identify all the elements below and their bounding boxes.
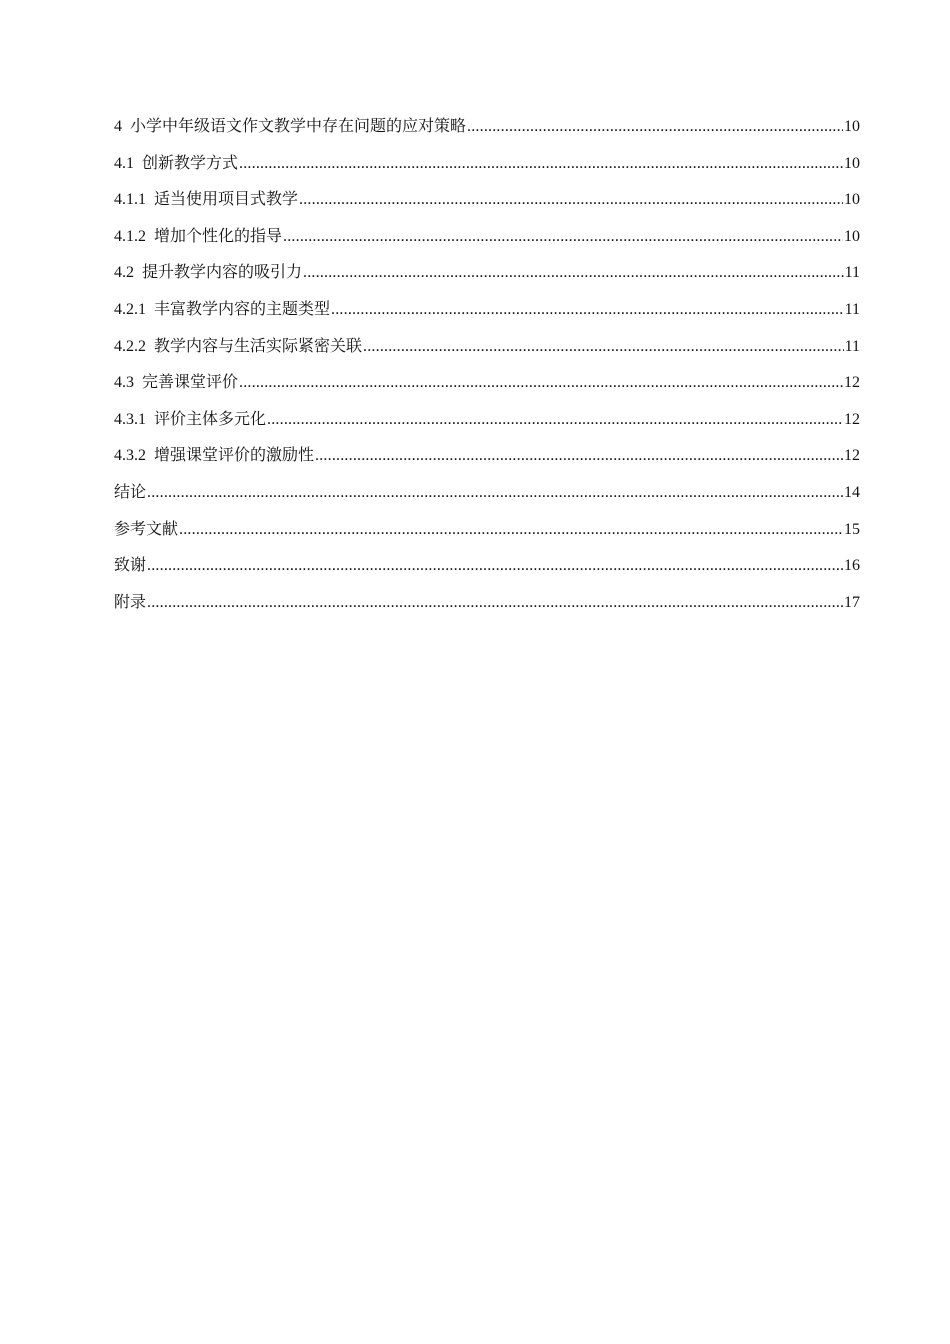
- toc-entry-title: 结论: [114, 481, 147, 501]
- toc-entry-number: 4: [114, 118, 130, 135]
- toc-entry-title: 参考文献: [114, 518, 179, 538]
- toc-entry-page: 10: [844, 191, 860, 209]
- toc-entry[interactable]: [114, 258, 860, 295]
- toc-leader-dots: [467, 113, 843, 141]
- toc-leader-dots: [179, 516, 843, 544]
- toc-entry-page: 15: [844, 520, 860, 538]
- toc-entry-title: 小学中年级语文作文教学中存在问题的应对策略: [130, 116, 467, 135]
- toc-leader-dots: [315, 442, 843, 470]
- toc-leader-dots: [363, 333, 844, 361]
- toc-leader-dots: [147, 479, 843, 507]
- toc-entry-number: 4.1: [114, 154, 142, 172]
- toc-entry-number: 4.3.2: [114, 447, 154, 465]
- toc-entry[interactable]: [114, 222, 860, 259]
- toc-leader-dots: [303, 259, 844, 287]
- toc-leader-dots: [239, 150, 843, 178]
- toc-leader-dots: [299, 186, 843, 214]
- toc-entry[interactable]: [114, 332, 860, 369]
- toc-leader-dots: [239, 369, 843, 397]
- toc-entry[interactable]: [114, 368, 860, 405]
- toc-entry[interactable]: [114, 295, 860, 332]
- toc-entry[interactable]: [114, 441, 860, 478]
- toc-entry-number: 4.3: [114, 374, 142, 392]
- toc-entry-page: 12: [844, 410, 860, 428]
- toc-entry[interactable]: [114, 515, 860, 552]
- toc-entry[interactable]: [114, 185, 860, 222]
- toc-entry[interactable]: [114, 588, 860, 625]
- toc-entry-page: 14: [844, 483, 860, 501]
- toc-leader-dots: [331, 296, 844, 324]
- toc-entry-page: 11: [844, 264, 860, 282]
- toc-entry-number: 4.1.2: [114, 227, 154, 245]
- toc-entry-title: 适当使用项目式教学: [154, 189, 299, 209]
- toc-entry-title: 完善课堂评价: [142, 372, 239, 392]
- table-of-contents: [114, 112, 860, 624]
- toc-entry[interactable]: [114, 551, 860, 588]
- toc-entry-page: 10: [844, 154, 860, 172]
- toc-entry[interactable]: [114, 149, 860, 186]
- toc-entry-number: 4.1.1: [114, 191, 154, 209]
- toc-entry-page: 10: [844, 118, 860, 135]
- toc-leader-dots: [283, 223, 843, 251]
- toc-entry-page: 16: [844, 557, 860, 575]
- toc-entry-title: 提升教学内容的吸引力: [142, 262, 303, 282]
- toc-entry-page: 17: [844, 593, 860, 611]
- toc-leader-dots: [147, 589, 843, 617]
- toc-entry-title: 评价主体多元化: [154, 408, 267, 428]
- toc-leader-dots: [147, 552, 843, 580]
- toc-entry-page: 12: [844, 374, 860, 392]
- toc-entry-number: 4.2.2: [114, 337, 154, 355]
- toc-entry-title: 增加个性化的指导: [154, 225, 283, 245]
- toc-entry-title: 创新教学方式: [142, 152, 239, 172]
- toc-entry-title: 增强课堂评价的激励性: [154, 445, 315, 465]
- toc-entry-page: 11: [844, 300, 860, 318]
- toc-entry[interactable]: [114, 478, 860, 515]
- toc-leader-dots: [267, 406, 843, 434]
- toc-entry-number: 4.3.1: [114, 410, 154, 428]
- toc-entry[interactable]: [114, 405, 860, 442]
- toc-entry-title: 致谢: [114, 555, 147, 575]
- toc-entry-page: 11: [844, 337, 860, 355]
- toc-entry-page: 10: [844, 227, 860, 245]
- toc-entry-number: 4.2: [114, 264, 142, 282]
- toc-entry-title: 丰富教学内容的主题类型: [154, 298, 331, 318]
- toc-entry-title: 教学内容与生活实际紧密关联: [154, 335, 363, 355]
- toc-entry-page: 12: [844, 447, 860, 465]
- toc-entry-number: 4.2.1: [114, 300, 154, 318]
- toc-entry[interactable]: [114, 112, 860, 149]
- toc-entry-title: 附录: [114, 591, 147, 611]
